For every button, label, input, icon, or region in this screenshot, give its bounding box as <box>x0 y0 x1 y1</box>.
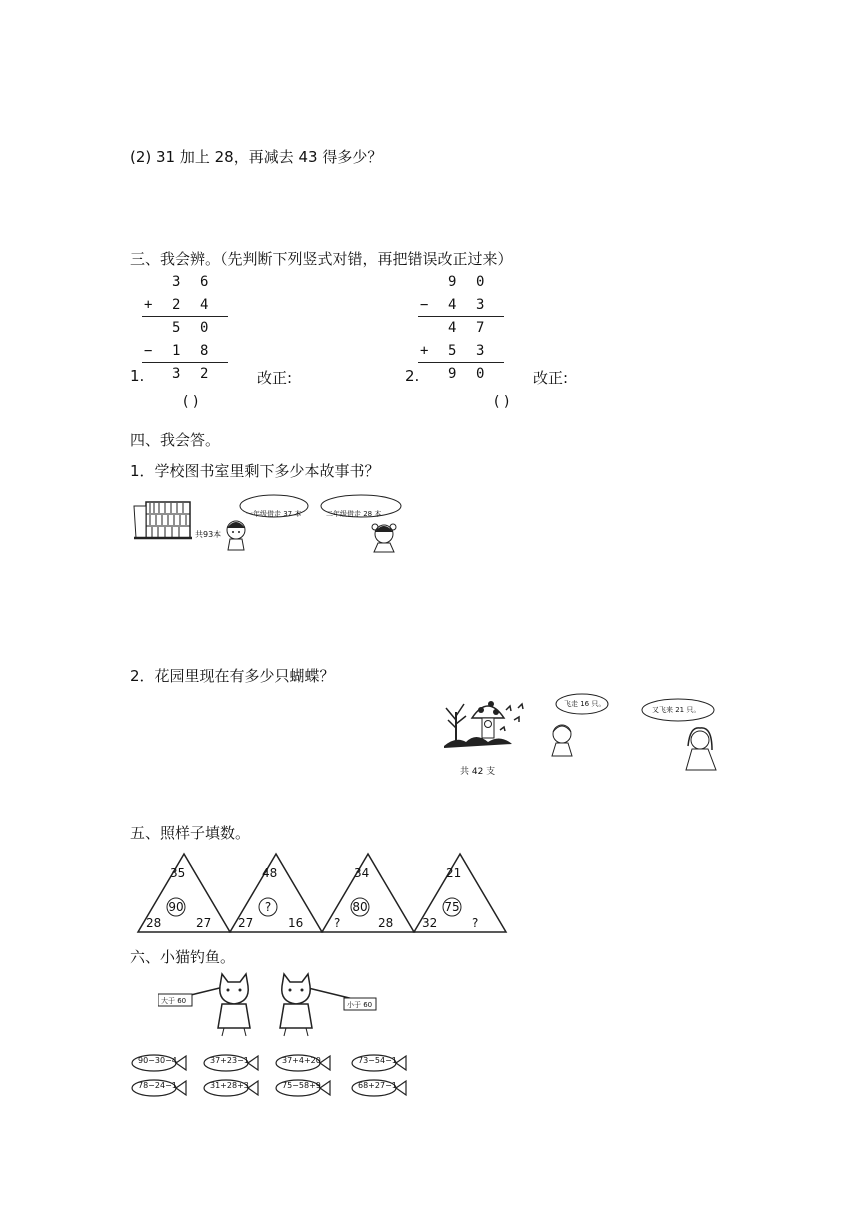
calc-line <box>142 316 228 317</box>
fish-expression[interactable]: 90−30−4 <box>138 1056 177 1065</box>
butterflies-total-label: 共 42 支 <box>460 767 496 777</box>
section-4-title: 四、我会答。 <box>130 431 221 449</box>
triangle-right: 27 <box>196 916 212 930</box>
question-2-2: (2) 31 加上 28，再减去 43 得多少？ <box>130 148 383 166</box>
number-triangle-2 <box>228 852 324 934</box>
triangle-top: 34 <box>354 866 370 880</box>
triangle-left: 27 <box>238 916 254 930</box>
fish-expression[interactable]: 37+23−1 <box>210 1056 249 1065</box>
question-4-2: 2．花园里现在有多少只蝴蝶？ <box>130 667 335 685</box>
sign-less-than: 小于 60 <box>347 1001 373 1009</box>
problem-2-number: 2. <box>405 367 420 385</box>
triangle-top: 35 <box>170 866 186 880</box>
triangle-right: 16 <box>288 916 304 930</box>
triangle-top: 21 <box>446 866 462 880</box>
library-illustration <box>132 492 422 554</box>
calc-line <box>142 362 228 363</box>
fish-expression[interactable]: 31+28+3 <box>210 1081 249 1090</box>
fish-expression[interactable]: 73−54−1 <box>358 1056 397 1065</box>
fish-expression[interactable]: 37+4+20 <box>282 1056 321 1065</box>
triangle-center: 90 <box>168 900 184 914</box>
triangle-right: 28 <box>378 916 394 930</box>
vertical-calc-1: 3 6 + 2 4 5 0 − 1 8 3 2 <box>142 272 228 387</box>
books-total-label: 共93本 <box>195 530 222 539</box>
triangle-left-blank[interactable]: ? <box>334 916 341 930</box>
triangle-center: 75 <box>444 900 460 914</box>
triangle-top: 48 <box>262 866 278 880</box>
section-3-title: 三、我会辨。（先判断下列竖式对错，再把错误改正过来） <box>130 250 513 268</box>
number-triangle-1 <box>136 852 232 934</box>
problem-2-answer-paren[interactable]: ( ) <box>494 394 510 410</box>
garden-illustration <box>436 690 732 780</box>
speech-bubble-flew-in: 又飞来 21 只。 <box>652 706 701 714</box>
bookshelf-icon <box>132 492 422 554</box>
calc-line <box>418 316 504 317</box>
calc-line <box>418 362 504 363</box>
speech-bubble-2: 二年级借走 28 本 <box>326 510 382 518</box>
triangle-left: 32 <box>422 916 438 930</box>
triangle-center-blank: ? <box>264 900 272 914</box>
fish-grid <box>130 1052 420 1100</box>
fish-expression[interactable]: 68+27−1 <box>358 1081 397 1090</box>
problem-1-number: 1. <box>130 367 145 385</box>
number-triangle-3 <box>320 852 416 934</box>
number-triangle-4 <box>412 852 508 934</box>
question-4-1: 1．学校图书室里剩下多少本故事书？ <box>130 462 380 480</box>
fish-expression[interactable]: 75−58+9 <box>282 1081 321 1090</box>
sign-greater-than: 大于 60 <box>161 997 187 1005</box>
triangle-center: 80 <box>352 900 368 914</box>
cat-icon <box>158 972 378 1040</box>
speech-bubble-flew-away: 飞走 16 只。 <box>564 700 606 708</box>
triangle-right-blank[interactable]: ? <box>472 916 479 930</box>
problem-2-fix-label: 改正: <box>533 369 569 387</box>
vertical-calc-2: 9 0 − 4 3 4 7 + 5 3 9 0 <box>418 272 504 387</box>
triangle-left: 28 <box>146 916 162 930</box>
fishing-cats-illustration <box>158 972 378 1040</box>
speech-bubble-1: 一年级借走 37 本 <box>246 510 302 518</box>
section-6-title: 六、小猫钓鱼。 <box>130 948 236 966</box>
fish-expression[interactable]: 78−24−1 <box>138 1081 177 1090</box>
section-5-title: 五、照样子填数。 <box>130 824 251 842</box>
problem-1-fix-label: 改正: <box>257 369 293 387</box>
problem-1-answer-paren[interactable]: ( ) <box>183 394 199 410</box>
